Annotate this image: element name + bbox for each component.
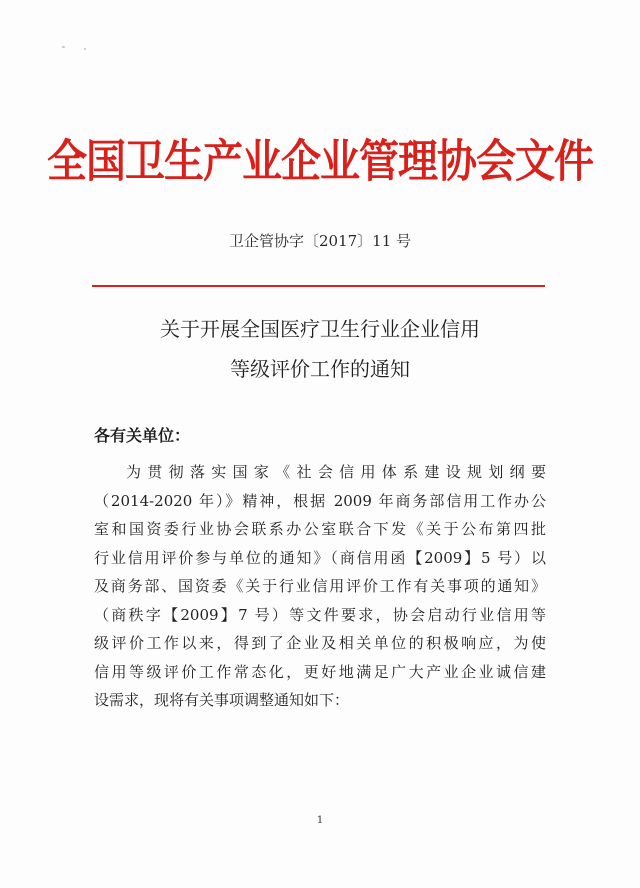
salutation: 各有关单位： [94,426,191,445]
body-line: 级评价工作以来，得到了企业及相关单位的积极响应，为使 [94,634,546,652]
notice-title-line: 关于开展全国医疗卫生行业企业信用 [160,317,480,341]
header-divider [92,285,545,287]
body-line: 为贯彻落实国家《社会信用体系建设规划纲要 [126,463,546,481]
page-number: 1 [316,815,324,826]
body-paragraph [94,458,546,715]
body-line: 室和国资委行业协会联系办公室联合下发《关于公布第四批 [94,520,546,538]
document-number: 卫企管协字〔2017〕11 号 [228,232,412,250]
scan-speck [84,48,86,50]
body-line: 信用等级评价工作常态化，更好地满足广大产业企业诚信建 [94,662,546,681]
body-line: 及商务部、国资委《关于行业信用评价工作有关事项的通知》 [94,577,546,595]
body-line: 设需求，现将有关事项调整通知如下： [94,691,350,709]
scan-speck [62,46,65,48]
notice-title [0,309,640,389]
body-line: （商秩字【2009】7 号）等文件要求，协会启动行业信用等 [94,605,546,624]
notice-title-line: 等级评价工作的通知 [230,357,410,381]
org-header-title: 全国卫生产业企业管理协会文件 [47,135,593,188]
body-line: 行业信用评价参与单位的通知》（商信用函【2009】5 号）以 [94,548,546,567]
body-line: （2014-2020 年）》精神，根据 2009 年商务部信用工作办公 [94,491,546,510]
